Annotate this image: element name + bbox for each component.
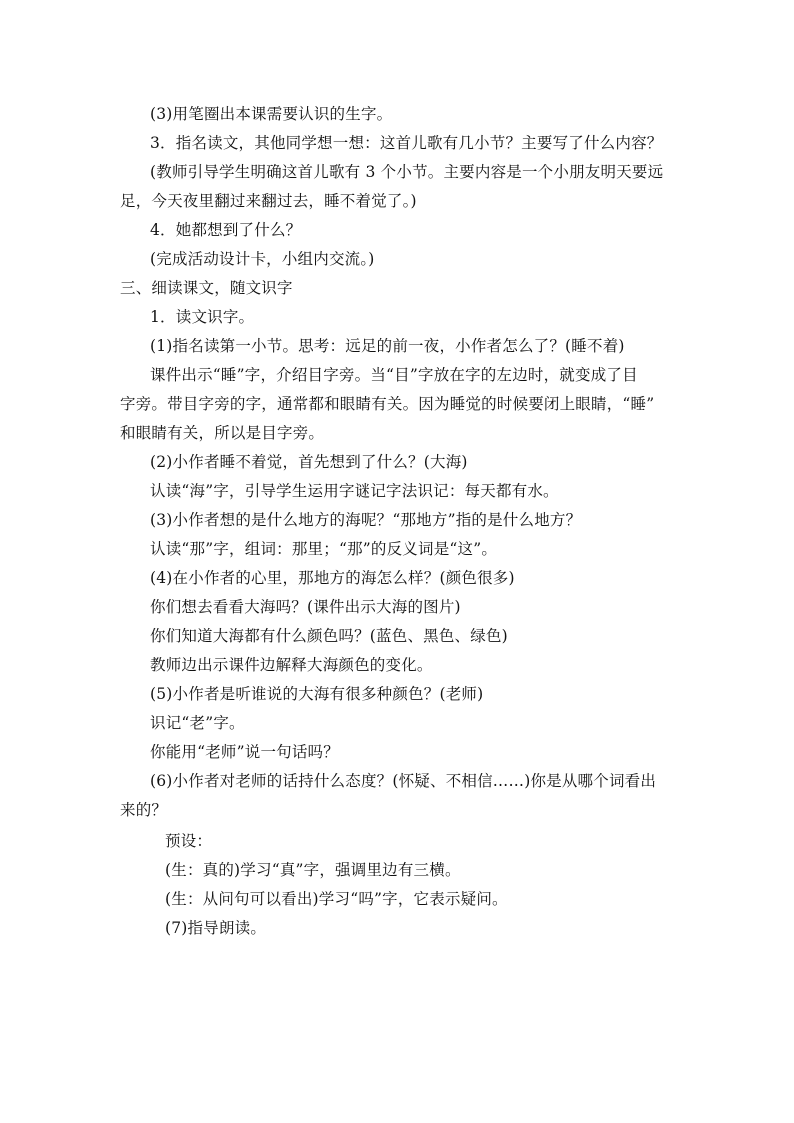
text-line-1: (3)用笔圈出本课需要认识的生字。: [150, 105, 393, 123]
text-line-9: (1)指名读第一小节。思考：远足的前一夜，小作者怎么了？(睡不着): [150, 337, 625, 355]
text-line-20: 教师边出示课件边解释大海颜色的变化。: [150, 656, 433, 674]
text-line-28: (生：从问句可以看出)学习“吗”字，它表示疑问。: [165, 890, 508, 908]
text-line-11: 字旁。带目字旁的字，通常都和眼睛有关。因为睡觉的时候要闭上眼睛，“睡”: [120, 395, 655, 413]
text-line-25: 来的？: [120, 801, 168, 819]
text-line-16: 认读“那”字，组词：那里；“那”的反义词是“这”。: [150, 540, 498, 558]
text-line-22: 识记“老”字。: [150, 714, 245, 732]
section-heading: 三、细读课文，随文识字: [120, 279, 293, 297]
text-line-10: 课件出示“睡”字，介绍目字旁。当“目”字放在字的左边时，就变成了目: [150, 366, 638, 384]
text-line-17: (4)在小作者的心里，那地方的海怎么样？(颜色很多): [150, 569, 515, 587]
text-line-4: 足，今天夜里翻过来翻过去，睡不着觉了。): [120, 192, 417, 210]
text-line-27: (生：真的)学习“真”字，强调里边有三横。: [165, 861, 461, 879]
text-line-26: 预设：: [165, 832, 213, 850]
text-line-21: (5)小作者是听谁说的大海有很多种颜色？(老师): [150, 685, 484, 703]
text-line-29: (7)指导朗读。: [165, 919, 267, 937]
text-line-2: 3．指名读文，其他同学想一想：这首儿歌有几小节？主要写了什么内容？: [150, 134, 663, 152]
text-line-12: 和眼睛有关，所以是目字旁。: [120, 424, 325, 442]
text-line-14: 认读“海”字，引导学生运用字谜记字法识记：每天都有水。: [150, 482, 559, 500]
text-line-5: 4．她都想到了什么？: [150, 221, 302, 239]
text-line-24: (6)小作者对老师的话持什么态度？(怀疑、不相信……)你是从哪个词看出: [150, 772, 657, 790]
text-line-23: 你能用“老师”说一句话吗？: [150, 743, 339, 761]
text-line-3: (教师引导学生明确这首儿歌有 3 个小节。主要内容是一个小朋友明天要远: [150, 163, 664, 181]
text-line-8: 1．读文识字。: [150, 308, 255, 326]
text-line-6: (完成活动设计卡，小组内交流。): [150, 250, 375, 268]
text-line-18: 你们想去看看大海吗？(课件出示大海的图片): [150, 598, 461, 616]
text-line-19: 你们知道大海都有什么颜色吗？(蓝色、黑色、绿色): [150, 627, 508, 645]
text-line-13: (2)小作者睡不着觉，首先想到了什么？(大海): [150, 453, 468, 471]
text-line-15: (3)小作者想的是什么地方的海呢？“那地方”指的是什么地方？: [150, 511, 582, 529]
